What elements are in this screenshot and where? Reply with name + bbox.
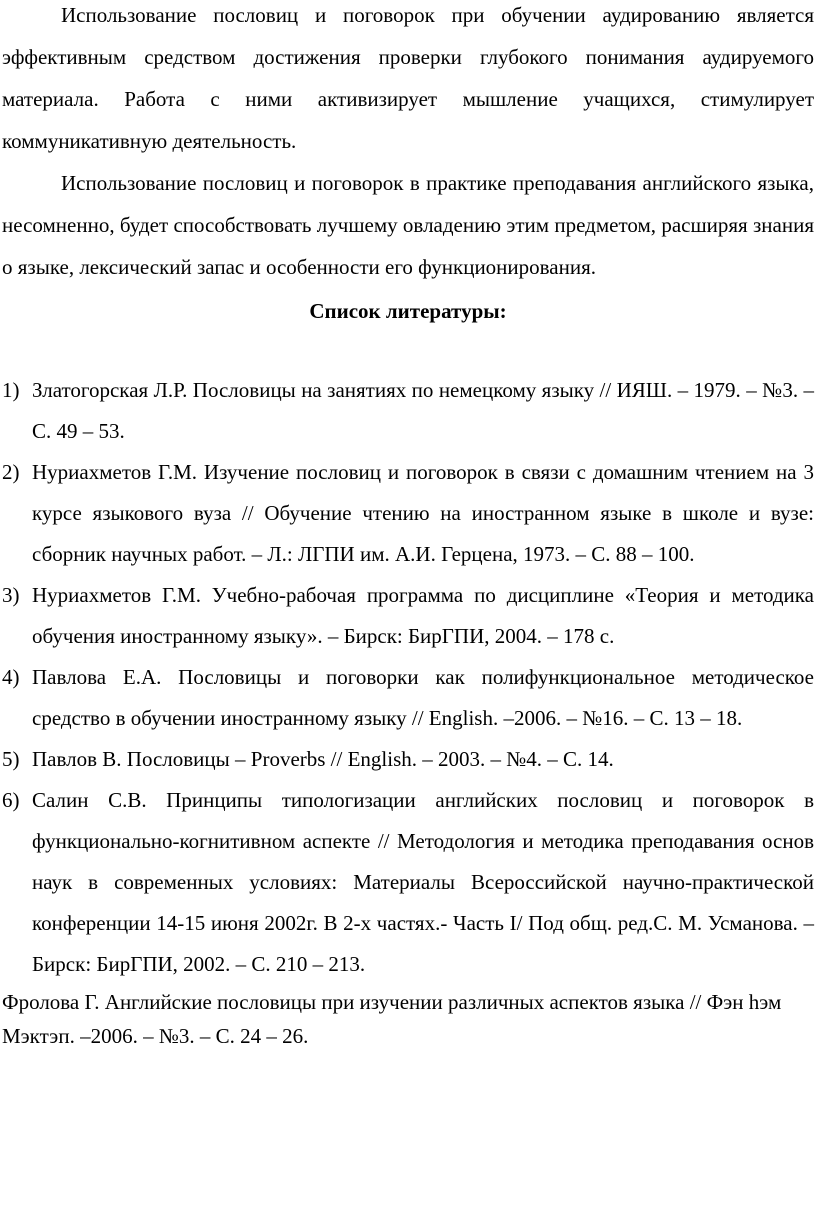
reference-text: Нуриахметов Г.М. Изучение пословиц и поговорок в связи с домашним чтением на 3 курсе языкового вуза // Обучение чтению на иностранном языке в школе и вузе: сборник научных работ. – Л.: ЛГПИ им. А.И. Герцена, 1973. – С. 88 – 100.	[32, 460, 814, 566]
reference-number: 1)	[2, 378, 20, 402]
reference-text: Златогорская Л.Р. Пословицы на занятиях по немецкому языку // ИЯШ. – 1979. – №3. – С. 49 – 53.	[32, 378, 814, 443]
reference-text: Салин С.В. Принципы типологизации английских пословиц и поговорок в функционально-когнитивном аспекте // Методология и методика преподавания основ наук в современных условиях: Материалы Всероссийской научно-практической конференции 14-15 июня 2002г. В 2-х частях.- Часть I/ Под общ. ред.С. М. Усманова. – Бирск: БирГПИ, 2002. – С. 210 – 213.	[32, 788, 814, 976]
reference-item	[2, 657, 814, 739]
reference-item	[2, 370, 814, 452]
reference-text: Павлова Е.А. Пословицы и поговорки как полифункциональное методическое средство в обучении иностранному языку // English. –2006. – №16. – С. 13 – 18.	[32, 665, 814, 730]
reference-text: Павлов В. Пословицы – Proverbs // English. – 2003. – №4. – С. 14.	[32, 747, 614, 771]
reference-item	[2, 575, 814, 657]
references-list	[2, 370, 814, 985]
reference-number: 5)	[2, 747, 20, 771]
paragraph-practice: Использование пословиц и поговорок в практике преподавания английского языка, несомненно, будет способствовать лучшему овладению этим предметом, расширяя знания о языке, лексический запас и особенности его функционирования.	[2, 171, 814, 279]
reference-number: 3)	[2, 583, 20, 607]
reference-item	[2, 780, 814, 985]
reference-number: 6)	[2, 788, 20, 812]
references-heading: Список литературы:	[309, 299, 507, 323]
final-reference: Фролова Г. Английские пословицы при изучении различных аспектов языка // Фэн һэм Мэктэп. –2006. – №3. – С. 24 – 26.	[2, 990, 782, 1048]
reference-item	[2, 739, 814, 780]
spacer	[2, 332, 816, 370]
reference-number: 2)	[2, 460, 20, 484]
reference-text: Нуриахметов Г.М. Учебно-рабочая программа по дисциплине «Теория и методика обучения иностранному языку». – Бирск: БирГПИ, 2004. – 178 с.	[32, 583, 814, 648]
reference-number: 4)	[2, 665, 20, 689]
reference-item	[2, 452, 814, 575]
paragraph-listening: Использование пословиц и поговорок при обучении аудированию является эффективным средством достижения проверки глубокого понимания аудируемого материала. Работа с ними активизирует мышление учащихся, стимулирует коммуникативную деятельность.	[2, 3, 814, 153]
